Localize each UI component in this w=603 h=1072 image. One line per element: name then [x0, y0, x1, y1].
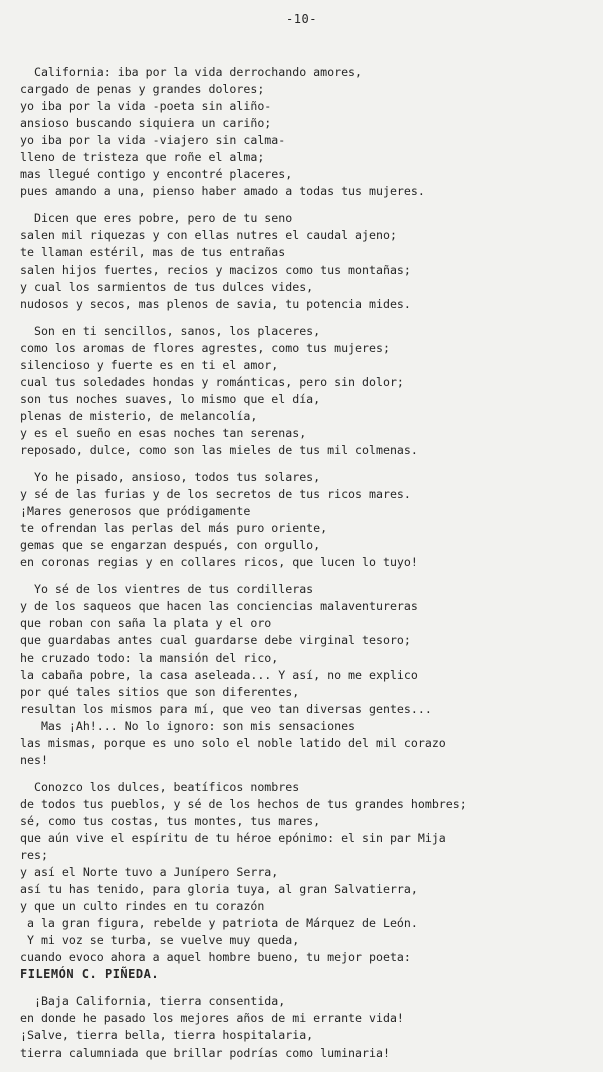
poem-line: de todos tus pueblos, y sé de los hechos de tus grandes hombres; [20, 796, 467, 811]
stanza [20, 469, 595, 571]
poem-line: cargado de penas y grandes dolores; [20, 82, 265, 97]
poem-line: las mismas, porque es uno solo el noble latido del mil corazo [20, 735, 446, 750]
poet-name: FILEMÓN C. PIÑEDA. [20, 967, 160, 982]
poem-line: y sé de las furias y de los secretos de tus ricos mares. [20, 487, 411, 502]
poem-line: Y mi voz se turba, se vuelve muy queda, [20, 933, 300, 948]
poem-line: gemas que se engarzan después, con orgullo, [20, 538, 321, 553]
poem-line: resultan los mismos para mí, que veo tan diversas gentes... [20, 701, 432, 716]
poem-line: y así el Norte tuvo a Junípero Serra, [20, 865, 279, 880]
poem-line: la cabaña pobre, la casa aseleada... Y así, no me explico [20, 667, 418, 682]
poem-line: lleno de tristeza que roñe el alma; [20, 150, 265, 165]
poem-line: salen hijos fuertes, recios y macizos como tus montañas; [20, 262, 411, 277]
poem-line: Yo sé de los vientres de tus cordilleras [20, 582, 314, 597]
poem-line: que aún vive el espíritu de tu héroe epónimo: el sin par Mija [20, 830, 446, 845]
poem-line: mas llegué contigo y encontré placeres, [20, 167, 293, 182]
poem-line: y de los saqueos que hacen las conciencias malaventureras [20, 599, 418, 614]
poem-line: y que un culto rindes en tu corazón [20, 899, 265, 914]
poem-line: que roban con saña la plata y el oro [20, 616, 272, 631]
poem-line: tierra calumniada que brillar podrías como luminaria! [20, 1045, 390, 1060]
page-number: -10- [286, 12, 317, 26]
poem-line: Mas ¡Ah!... No lo ignoro: son mis sensaciones [20, 718, 356, 733]
stanza [20, 581, 595, 769]
poem-line: a la gran figura, rebelde y patriota de Márquez de León. [20, 916, 418, 931]
poem-line: Yo he pisado, ansioso, todos tus solares, [20, 470, 321, 485]
poem-line: cual tus soledades hondas y románticas, pero sin dolor; [20, 374, 404, 389]
poem-line: que guardabas antes cual guardarse debe virginal tesoro; [20, 633, 411, 648]
poem-line: por qué tales sitios que son diferentes, [20, 684, 300, 699]
poem-line: silencioso y fuerte es en ti el amor, [20, 357, 279, 372]
poem-line: nudosos y secos, mas plenos de savia, tu potencia mides. [20, 296, 411, 311]
stanza [20, 323, 595, 459]
poem-line: ¡Mares generosos que pródigamente [20, 504, 251, 519]
poem-line: ansioso buscando siquiera un cariño; [20, 116, 272, 131]
poem-line: plenas de misterio, de melancolía, [20, 408, 258, 423]
poem-line: reposado, dulce, como son las mieles de tus mil colmenas. [20, 442, 418, 457]
poem-line: California: iba por la vida derrochando amores, [20, 65, 363, 79]
stanza [20, 64, 595, 200]
poem-line: así tu has tenido, para gloria tuya, al gran Salvatierra, [20, 882, 418, 897]
poem-line: ¡Salve, tierra bella, tierra hospitalaria, [20, 1028, 314, 1043]
poem-line: en coronas regias y en collares ricos, que lucen lo tuyo! [20, 555, 418, 570]
poem-line: he cruzado todo: la mansión del rico, [20, 650, 279, 665]
poem-line: te llaman estéril, mas de tus entrañas [20, 245, 286, 260]
poem-line: son tus noches suaves, lo mismo que el día, [20, 391, 321, 406]
poem-line: y es el sueño en esas noches tan serenas, [20, 425, 307, 440]
poem-line: Conozco los dulces, beatíficos nombres [20, 779, 300, 794]
poem-line: yo iba por la vida -viajero sin calma- [20, 133, 286, 148]
poem-line: Son en ti sencillos, sanos, los placeres, [20, 323, 321, 338]
stanza [20, 210, 595, 312]
poem-line: nes! [20, 752, 48, 767]
poem-line: yo iba por la vida -poeta sin aliño- [20, 99, 272, 114]
poem-line: y cual los sarmientos de tus dulces vides, [20, 279, 314, 294]
poem-line: pues amando a una, pienso haber amado a todas tus mujeres. [20, 184, 425, 199]
poem-line: res; [20, 848, 48, 863]
poem-line: sé, como tus costas, tus montes, tus mares, [20, 813, 321, 828]
stanza [20, 779, 595, 984]
poem-line: en donde he pasado los mejores años de mi errante vida! [20, 1011, 404, 1026]
poem-body [20, 64, 595, 1072]
poem-line: te ofrendan las perlas del más puro oriente, [20, 521, 328, 536]
closing-stanza [20, 993, 595, 1061]
poem-line: salen mil riquezas y con ellas nutres el caudal ajeno; [20, 228, 397, 243]
poem-line: ¡Baja California, tierra consentida, [20, 994, 286, 1009]
poem-line: Dicen que eres pobre, pero de tu seno [20, 211, 293, 226]
poem-line: cuando evoco ahora a aquel hombre bueno, tu mejor poeta: [20, 950, 411, 965]
poem-line: como los aromas de flores agrestes, como tus mujeres; [20, 340, 390, 355]
